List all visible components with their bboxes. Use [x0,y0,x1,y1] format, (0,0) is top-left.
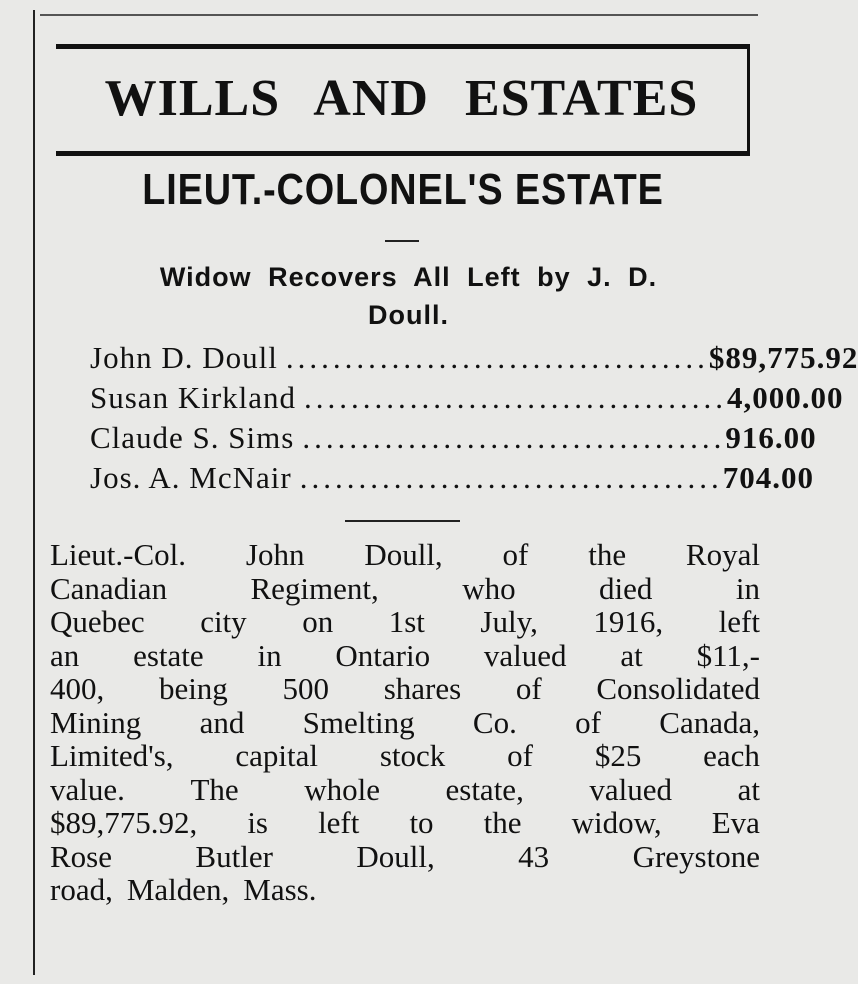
word: Royal [685,537,760,572]
word: Butler [195,838,273,874]
word: $11,- [696,637,760,673]
body-line [50,672,760,706]
word: in [257,637,282,673]
word: Limited's, [50,738,174,773]
word: Eva [711,805,760,840]
word: stock [379,738,446,773]
bequest-row [90,420,817,458]
bequest-amount: $89,775.92 [708,340,858,375]
body-line [50,538,760,572]
word: 1916, [593,604,664,639]
word: value. [50,771,125,807]
word: who [462,570,516,606]
word: 1st [388,604,425,639]
word: Greystone [632,838,760,874]
word: Doull, [364,537,443,572]
word: whole [304,771,380,807]
article-body [50,538,760,907]
word: road, [50,872,113,907]
word: Co. [472,704,517,740]
bequest-name: Jos. A. McNair [90,460,292,495]
word: 400, [50,671,105,706]
word: Doull, [356,838,435,874]
word: at [620,637,643,673]
word: 43 [518,838,550,874]
dash-divider [385,240,419,242]
word: Quebec [50,604,145,639]
word: the [588,537,627,572]
leader-dots: .................................... [299,460,723,495]
body-line [50,806,760,840]
word: 500 [282,671,329,706]
word: Mining [50,704,142,740]
bequest-row [90,460,814,498]
word: left [318,805,360,840]
word: The [190,771,239,807]
column-rule [33,10,35,975]
word: Canadian [50,570,168,606]
leader-dots: .................................... [285,340,709,375]
bequest-amount: 916.00 [725,420,817,455]
word: Rose [50,838,112,874]
word: died [599,570,653,606]
word: being [158,671,228,706]
word: city [200,604,247,639]
word: Malden, [126,872,230,907]
word: Smelting [302,704,415,740]
deck-line-2: Doull. [368,300,449,330]
headline: LIEUT.-COLONEL'S ESTATE [142,165,664,214]
word: and [199,704,245,740]
word: of [515,671,542,706]
bequest-amount: 704.00 [722,460,814,495]
word: Consolidated [596,671,760,706]
word: Regiment, [250,570,379,606]
rule-divider [345,520,460,522]
bequest-name: John D. Doull [90,340,278,375]
body-line [50,572,760,606]
word: July, [480,604,538,639]
word: on [302,604,334,639]
word: Ontario [335,637,431,673]
word: Canada, [659,704,760,740]
bequest-amount: 4,000.00 [727,380,844,415]
word: each [703,738,760,773]
section-header-box [56,44,750,156]
word: capital [235,738,319,773]
word: estate [133,637,204,673]
body-line [50,773,760,807]
bequest-name: Susan Kirkland [90,380,297,415]
body-line [50,605,760,639]
word: left [718,604,760,639]
section-title: WILLS AND ESTATES [104,70,699,127]
word: $25 [594,738,642,773]
leader-dots: .................................... [304,380,728,415]
body-line [50,840,760,874]
word: Lieut.-Col. [50,537,187,572]
bequest-row [90,340,858,378]
leader-dots: .................................... [302,420,726,455]
word: estate, [445,771,524,807]
word: of [507,738,533,773]
word: valued [483,637,567,673]
word: of [575,704,601,740]
body-line [50,739,760,773]
word: in [735,570,760,606]
word: at [737,771,760,807]
word: valued [589,771,673,807]
bequest-row [90,380,844,418]
top-rule [40,14,758,16]
word: the [483,805,522,840]
word: widow, [571,805,662,840]
body-line [50,639,760,673]
word: John [245,537,305,572]
word: to [409,805,434,840]
word: shares [383,671,462,706]
word: $89,775.92, [50,805,198,840]
word: of [502,537,529,572]
body-line [50,873,760,907]
body-line [50,706,760,740]
word: Mass. [243,872,317,907]
word: an [50,637,80,673]
deck-line-1: Widow Recovers All Left by J. D. [159,262,658,292]
word: is [247,805,268,840]
bequest-name: Claude S. Sims [90,420,295,455]
